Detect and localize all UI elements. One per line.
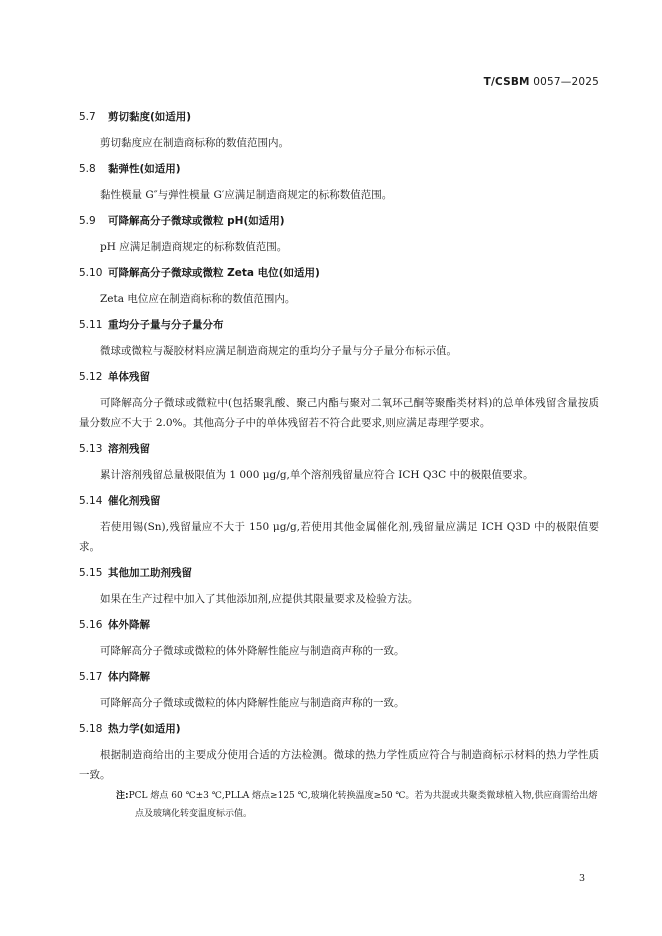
note-label: 注:	[116, 791, 129, 801]
section-text: 若使用锡(Sn),残留量应不大于 150 μg/g,若使用其他金属催化剂,残留量应满足 ICH Q3D 中的极限值要求。	[79, 521, 599, 553]
section-5-11	[79, 318, 599, 361]
section-heading: 5.16 体外降解	[79, 619, 150, 631]
section-5-17	[79, 670, 599, 713]
standard-id: T/CSBM	[483, 76, 530, 88]
section-heading: 5.15 其他加工助剂残留	[79, 567, 192, 579]
section-heading: 5.14 催化剂残留	[79, 495, 161, 507]
section-text: 可降解高分子微球或微粒的体外降解性能应与制造商声称的一致。	[100, 645, 405, 657]
section-heading: 5.8 黏弹性(如适用)	[79, 163, 181, 175]
section-heading: 5.18 热力学(如适用)	[79, 723, 181, 735]
section-text: 黏性模量 G″与弹性模量 G′应满足制造商规定的标称数值范围。	[100, 189, 393, 201]
section-text: 如果在生产过程中加入了其他添加剂,应提供其限量要求及检验方法。	[100, 593, 419, 605]
section-text: 剪切黏度应在制造商标称的数值范围内。	[100, 137, 289, 149]
section-5-12	[79, 370, 599, 433]
section-5-16	[79, 618, 599, 661]
section-5-9	[79, 214, 599, 257]
section-text: pH 应满足制造商规定的标称数值范围。	[100, 241, 288, 253]
note-text: PCL 熔点 60 ℃±3 ℃,PLLA 熔点≥125 ℃,玻璃化转换温度≥50 ℃。若为共混或共聚类微球植入物,供应商需给出熔点及玻璃化转变温度标示值。	[128, 791, 598, 819]
section-text: Zeta 电位应在制造商标称的数值范围内。	[100, 293, 296, 305]
standard-number: 0057—2025	[533, 76, 599, 88]
section-heading: 5.13 溶剂残留	[79, 443, 150, 455]
section-heading: 5.7 剪切黏度(如适用)	[79, 111, 192, 123]
document-body	[79, 110, 599, 832]
section-heading: 5.11 重均分子量与分子量分布	[79, 319, 224, 331]
page-number: 3	[578, 873, 585, 884]
section-5-7	[79, 110, 599, 153]
page-header	[484, 76, 599, 88]
section-5-13	[79, 442, 599, 485]
section-text: 累计溶剂残留总量极限值为 1 000 μg/g,单个溶剂残留量应符合 ICH Q3C 中的极限值要求。	[100, 469, 534, 481]
section-5-14	[79, 494, 599, 557]
note	[98, 787, 599, 823]
section-5-10	[79, 266, 599, 309]
section-text: 根据制造商给出的主要成分使用合适的方法检测。微球的热力学性质应符合与制造商标示材料的热力学性质一致。	[79, 749, 599, 781]
section-text: 微球或微粒与凝胶材料应满足制造商规定的重均分子量与分子量分布标示值。	[100, 345, 457, 357]
section-text: 可降解高分子微球或微粒的体内降解性能应与制造商声称的一致。	[100, 697, 405, 709]
section-5-18	[79, 722, 599, 823]
section-heading: 5.17 体内降解	[79, 671, 150, 683]
section-5-8	[79, 162, 599, 205]
section-heading: 5.9 可降解高分子微球或微粒 pH(如适用)	[79, 215, 285, 227]
section-heading: 5.10 可降解高分子微球或微粒 Zeta 电位(如适用)	[79, 267, 320, 279]
section-text: 可降解高分子微球或微粒中(包括聚乳酸、聚己内酯与聚对二氧环己酮等聚酯类材料)的总单体残留含量按质量分数应不大于 2.0%。其他高分子中的单体残留若不符合此要求,则应满足毒理学要求。	[79, 397, 599, 429]
section-heading: 5.12 单体残留	[79, 371, 150, 383]
section-5-15	[79, 566, 599, 609]
